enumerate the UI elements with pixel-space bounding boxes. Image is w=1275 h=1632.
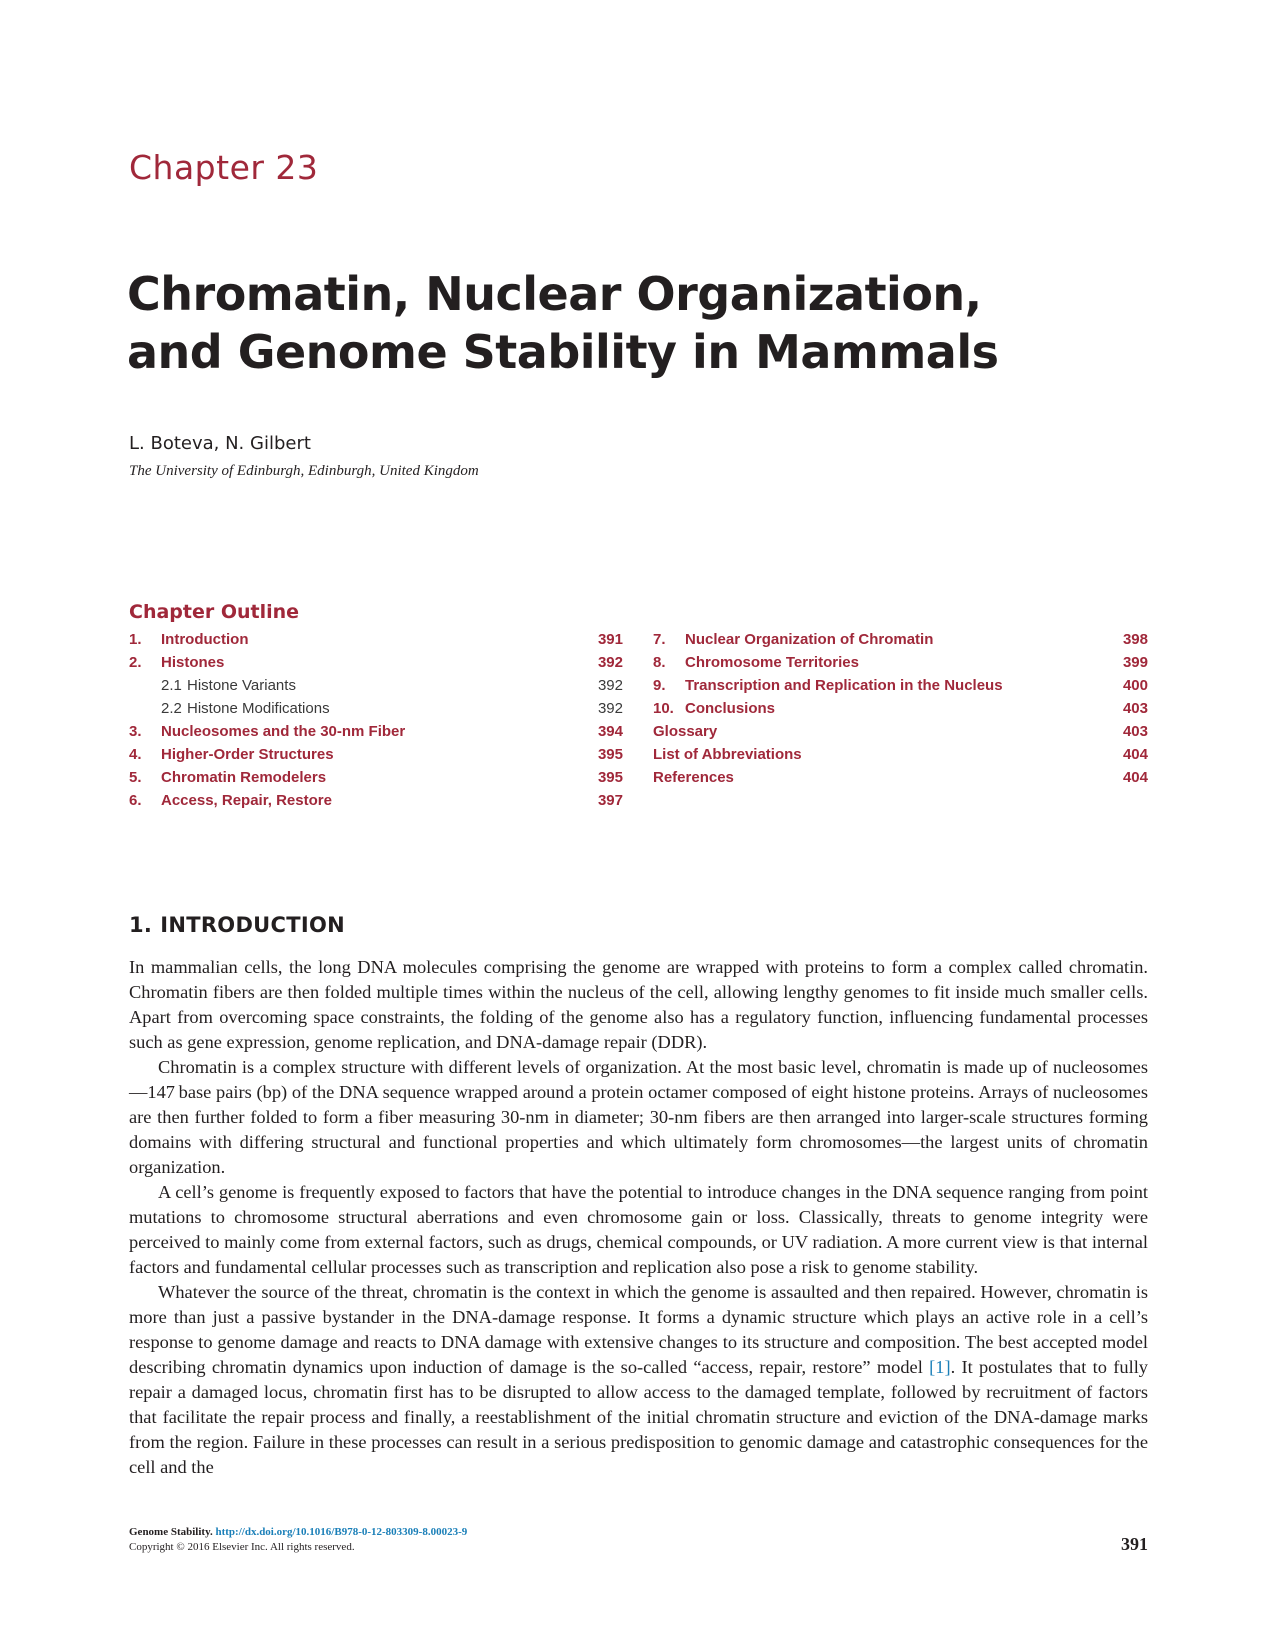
outline-item-page: 392 <box>597 654 623 671</box>
outline-item-label: Transcription and Replication in the Nucleus <box>685 677 1003 694</box>
chapter-title-line-2: and Genome Stability in Mammals <box>127 325 999 379</box>
outline-item-label: Chromosome Territories <box>685 654 859 671</box>
outline-item[interactable] <box>129 743 623 766</box>
outline-item-page: 392 <box>597 700 623 717</box>
authors: L. Boteva, N. Gilbert <box>129 433 311 454</box>
outline-item-page: 403 <box>1122 700 1148 717</box>
footer <box>129 1525 467 1555</box>
outline-item-page: 404 <box>1122 769 1148 786</box>
outline-item[interactable] <box>653 651 1148 674</box>
outline-item-label: Histone Modifications <box>187 700 330 717</box>
outline-item-label: Conclusions <box>685 700 776 717</box>
page-number: 391 <box>1121 1534 1148 1554</box>
outline-subitem[interactable] <box>129 674 623 697</box>
paragraph-text: . It postulates that to fully repair a damaged locus, chromatin first has to be disrupted to allow access to the damaged template, followed by recruitment of factors that facilitate the repair process and finally, a reestablishment of the initial chromatin structure and eviction of the DNA-damage marks from the region. Failure in these processes can result in a serious predisposition to genomic damage and catastrophic consequences for the cell and the <box>129 1357 1148 1477</box>
outline-item-page: 392 <box>597 677 623 694</box>
outline-item-number: 5. <box>129 769 142 786</box>
outline-item[interactable] <box>129 651 623 674</box>
outline-item-number: 2. <box>129 654 142 671</box>
outline-item-number: 2.1 <box>161 677 182 694</box>
paragraph-text: Whatever the source of the threat, chromatin is the context in which the genome is assaulted and then repaired. However, chromatin is more than just a passive bystander in the DNA-damage response. It forms a dynamic structure which plays an active role in a cell’s response to genome damage and reacts to DNA damage with extensive changes to its structure and composition. The best accepted model describing chromatin dynamics upon induction of damage is the so-called “access, repair, restore” model <box>129 1282 1148 1377</box>
outline-item-number: 10. <box>653 700 674 717</box>
outline-item-label: Glossary <box>653 723 718 740</box>
outline-item-label: Nuclear Organization of Chromatin <box>685 631 934 648</box>
paragraph <box>129 1280 1148 1480</box>
paragraph: In mammalian cells, the long DNA molecules comprising the genome are wrapped with proteins to form a complex called chromatin. Chromatin fibers are then folded multiple times within the nucleus of the cell, allowing lengthy genomes to fit inside much smaller cells. Apart from overcoming space constraints, the folding of the genome also has a regulatory function, influencing fundamental processes such as gene expression, genome replication, and DNA-damage repair (DDR). <box>129 957 1148 1052</box>
chapter-label: Chapter 23 <box>129 148 319 187</box>
outline-left-column <box>129 628 623 812</box>
outline-item[interactable] <box>129 720 623 743</box>
outline-item[interactable] <box>653 628 1148 651</box>
body-text <box>129 955 1148 1480</box>
outline-item[interactable] <box>129 789 623 812</box>
outline-item[interactable] <box>129 628 623 651</box>
outline-item-label: List of Abbreviations <box>653 746 802 763</box>
outline-item-number: 3. <box>129 723 142 740</box>
outline-item-page: 403 <box>1122 723 1148 740</box>
outline-item-label: Histone Variants <box>187 677 296 694</box>
outline-item[interactable] <box>129 766 623 789</box>
outline-item-page: 404 <box>1122 746 1148 763</box>
outline-item-page: 397 <box>597 792 623 809</box>
outline-item-number: 4. <box>129 746 142 763</box>
outline-right-column <box>653 628 1148 789</box>
outline-item-page: 395 <box>597 746 623 763</box>
outline-subitem[interactable] <box>129 697 623 720</box>
outline-item[interactable] <box>653 720 1148 743</box>
outline-item-label: Chromatin Remodelers <box>161 769 327 786</box>
section-heading <box>129 913 345 937</box>
footer-citation <box>129 1525 467 1540</box>
outline-item-label: Nucleosomes and the 30-nm Fiber <box>161 723 406 740</box>
outline-item[interactable] <box>653 697 1148 720</box>
paragraph: A cell’s genome is frequently exposed to factors that have the potential to introduce changes in the DNA sequence ranging from point mutations to chromosome structural aberrations and even chromosome gain or loss. Classically, threats to genome integrity were perceived to mainly come from external factors, such as drugs, chemical compounds, or UV radiation. A more current view is that internal factors and fundamental cellular processes such as transcription and replication also pose a risk to genome stability. <box>129 1182 1148 1277</box>
outline-item-number: 9. <box>653 677 666 694</box>
outline-item-label: Higher-Order Structures <box>161 746 334 763</box>
section-title: INTRODUCTION <box>160 913 345 937</box>
outline-item-page: 400 <box>1122 677 1148 694</box>
outline-item-number: 7. <box>653 631 666 648</box>
outline-item[interactable] <box>653 743 1148 766</box>
outline-item-label: References <box>653 769 734 786</box>
footer-copyright: Copyright © 2016 Elsevier Inc. All rights reserved. <box>129 1541 355 1553</box>
outline-item-label: Histones <box>161 654 225 671</box>
outline-item-label: Access, Repair, Restore <box>161 792 332 809</box>
outline-item-number: 2.2 <box>161 700 182 717</box>
outline-item-number: 1. <box>129 631 142 648</box>
affiliation: The University of Edinburgh, Edinburgh, United Kingdom <box>129 463 479 479</box>
outline-item-page: 395 <box>597 769 623 786</box>
outline-item-page: 394 <box>597 723 623 740</box>
outline-heading: Chapter Outline <box>129 601 300 623</box>
doi-link[interactable]: http://dx.doi.org/10.1016/B978-0-12-803309-8.00023-9 <box>215 1526 468 1538</box>
section-number: 1. <box>129 913 153 937</box>
outline-item-page: 398 <box>1122 631 1148 648</box>
outline-item[interactable] <box>653 766 1148 789</box>
outline-item-number: 8. <box>653 654 666 671</box>
citation-link[interactable]: [1] <box>929 1357 951 1377</box>
footer-journal: Genome Stability. <box>129 1526 213 1538</box>
outline-item-page: 399 <box>1122 654 1148 671</box>
outline-item[interactable] <box>653 674 1148 697</box>
chapter-title <box>127 265 1147 381</box>
paragraph: Chromatin is a complex structure with different levels of organization. At the most basic level, chromatin is made up of nucleosomes—147 base pairs (bp) of the DNA sequence wrapped around a protein octamer composed of eight histone proteins. Arrays of nucleosomes are then further folded to form a fiber measuring 30-nm in diameter; 30-nm fibers are then arranged into larger-scale structures forming domains with differing structural and functional properties and which ultimately form chromosomes—the largest units of chromatin organization. <box>129 1057 1148 1177</box>
outline-item-page: 391 <box>597 631 623 648</box>
outline-item-label: Introduction <box>161 631 249 648</box>
outline-item-number: 6. <box>129 792 142 809</box>
chapter-title-line-1: Chromatin, Nuclear Organization, <box>127 267 982 321</box>
